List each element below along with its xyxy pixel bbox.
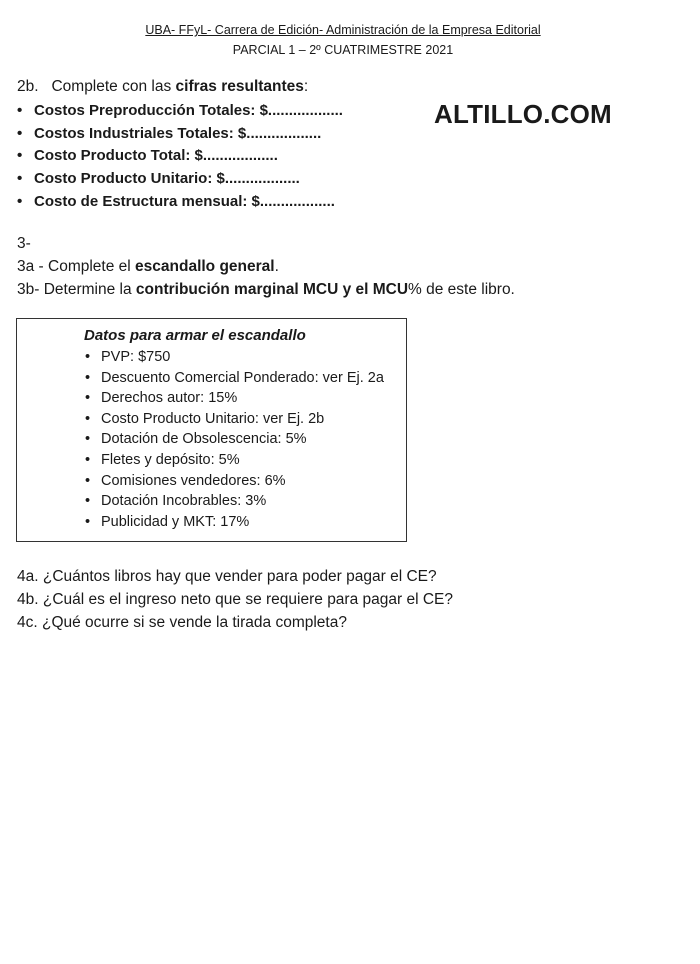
- list-item: • Comisiones vendedores: 6%: [85, 471, 384, 492]
- question-4b: 4b. ¿Cuál es el ingreso neto que se requiere para pagar el CE?: [17, 591, 453, 608]
- list-item: • Costo Producto Unitario: ver Ej. 2b: [85, 409, 384, 430]
- list-item: • Costo de Estructura mensual: $..................: [17, 191, 343, 214]
- bullet-icon: •: [17, 192, 23, 210]
- bullet-icon: •: [17, 170, 23, 188]
- header-exam-title: PARCIAL 1 – 2º CUATRIMESTRE 2021: [232, 43, 454, 57]
- header-course-title: UBA- FFyL- Carrera de Edición- Administración de la Empresa Editorial: [145, 23, 541, 37]
- escandallo-data-box: [16, 318, 407, 542]
- bullet-icon: •: [17, 147, 23, 165]
- bullet-icon: •: [85, 472, 91, 489]
- bullet-icon: •: [85, 493, 91, 510]
- question-3-number: 3-: [17, 235, 31, 252]
- question-4c: 4c. ¿Qué ocurre si se vende la tirada completa?: [17, 614, 347, 631]
- watermark-logo: ALTILLO.COM: [434, 99, 612, 129]
- bullet-icon: •: [17, 102, 23, 119]
- bullet-icon: •: [85, 349, 91, 365]
- bullet-icon: •: [85, 390, 91, 407]
- bullet-icon: •: [17, 124, 23, 142]
- list-item: • Derechos autor: 15%: [85, 388, 384, 409]
- list-item: • Costos Industriales Totales: $..................: [17, 123, 343, 146]
- data-box-title: Datos para armar el escandallo: [84, 327, 306, 344]
- question-2b-intro: 2b. Complete con las cifras resultantes:: [17, 78, 309, 95]
- list-item: • Dotación de Obsolescencia: 5%: [85, 429, 384, 450]
- bullet-icon: •: [85, 410, 91, 427]
- list-item: • Costo Producto Total: $..................: [17, 145, 343, 168]
- list-item: • PVP: $750: [85, 347, 384, 368]
- question-3b: 3b- Determine la contribución marginal MCU y el MCU% de este libro.: [17, 281, 515, 298]
- list-item: • Fletes y depósito: 5%: [85, 450, 384, 471]
- question-2b-list: [17, 100, 343, 213]
- data-box-list: [85, 347, 384, 532]
- list-item: • Publicidad y MKT: 17%: [85, 512, 384, 533]
- list-item: • Costo Producto Unitario: $..................: [17, 168, 343, 191]
- question-4a: 4a. ¿Cuántos libros hay que vender para poder pagar el CE?: [17, 568, 437, 585]
- bullet-icon: •: [85, 513, 91, 530]
- bullet-icon: •: [85, 369, 91, 386]
- list-item: • Descuento Comercial Ponderado: ver Ej. 2a: [85, 368, 384, 389]
- bullet-icon: •: [85, 451, 91, 468]
- list-item: • Costos Preproducción Totales: $..................: [17, 100, 343, 123]
- question-3a: 3a - Complete el escandallo general.: [17, 258, 279, 275]
- bullet-icon: •: [85, 431, 91, 448]
- list-item: • Dotación Incobrables: 3%: [85, 491, 384, 512]
